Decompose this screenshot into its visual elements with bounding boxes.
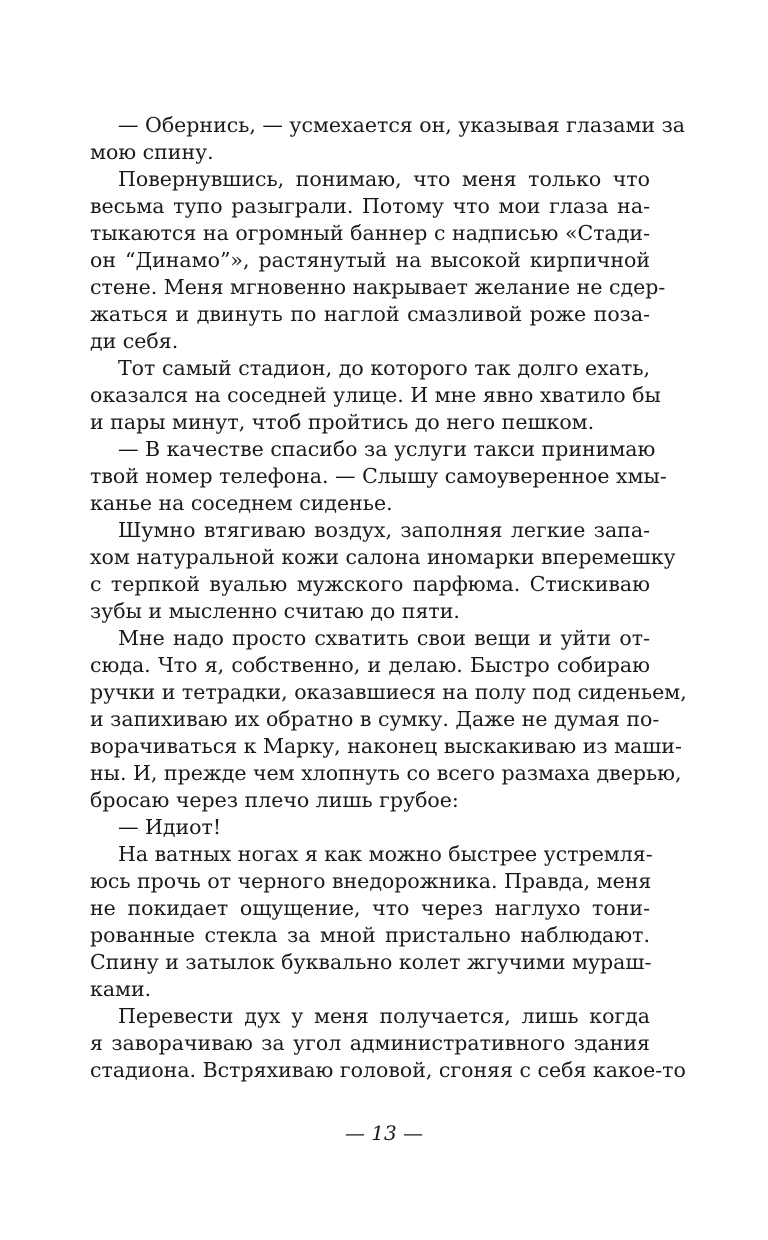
text-line: тыкаются на огромный баннер с надписью «Стади- xyxy=(90,221,650,245)
paragraph xyxy=(90,841,653,1003)
paragraph xyxy=(90,814,650,841)
text-line: бросаю через плечо лишь грубое: xyxy=(90,788,459,812)
paragraph xyxy=(90,166,666,355)
text-line: и запихиваю их обратно в сумку. Даже не думая по- xyxy=(90,707,660,731)
text-line: ками. xyxy=(90,977,152,1001)
text-line: — Идиот! xyxy=(118,815,222,839)
text-line: рованные стекла за мной пристально наблюдают. xyxy=(90,923,650,947)
text-line: с терпкой вуалью мужского парфюма. Стискиваю xyxy=(90,572,650,596)
text-line: Тот самый стадион, до которого так долго ехать, xyxy=(118,356,650,380)
text-line: Спину и затылок буквально колет жгучими мураш- xyxy=(90,950,652,974)
text-line: ди себя. xyxy=(90,329,179,353)
paragraph xyxy=(90,517,676,625)
text-line: не покидает ощущение, что через наглухо тони- xyxy=(90,896,650,920)
text-line: На ватных ногах я как можно быстрее устремля- xyxy=(118,842,653,866)
text-line: стадиона. Встряхиваю головой, сгоняя с себя какое-то xyxy=(90,1058,686,1082)
text-line: сюда. Что я, собственно, и делаю. Быстро собираю xyxy=(90,653,650,677)
text-line: ворачиваться к Марку, наконец выскакиваю из маши- xyxy=(90,734,682,758)
text-line: твой номер телефона. — Слышу самоуверенное хмы- xyxy=(90,464,667,488)
text-line: ны. И, прежде чем хлопнуть со всего размаха дверью, xyxy=(90,761,682,785)
text-line: хом натуральной кожи салона иномарки вперемешку xyxy=(90,545,676,569)
text-line: Шумно втягиваю воздух, заполняя легкие запа- xyxy=(118,518,650,542)
text-line: — Обернись, — усмехается он, указывая глазами за xyxy=(118,113,686,137)
paragraph xyxy=(90,112,686,166)
text-line: стене. Меня мгновенно накрывает желание не сдер- xyxy=(90,275,666,299)
paragraph xyxy=(90,436,667,517)
text-line: зубы и мысленно считаю до пяти. xyxy=(90,599,460,623)
text-line: весьма тупо разыграли. Потому что мои глаза на- xyxy=(90,194,650,218)
text-line: Перевести дух у меня получается, лишь когда xyxy=(118,1004,650,1028)
text-line: Мне надо просто схватить свои вещи и уйти от- xyxy=(118,626,650,650)
text-line: канье на соседнем сиденье. xyxy=(90,491,393,515)
paragraph xyxy=(90,355,661,436)
paragraph xyxy=(90,1003,686,1084)
text-line: жаться и двинуть по наглой смазливой роже поза- xyxy=(90,302,650,326)
text-line: ручки и тетрадки, оказавшиеся на полу под сиденьем, xyxy=(90,680,687,704)
text-line: оказался на соседней улице. И мне явно хватило бы xyxy=(90,383,661,407)
text-line: юсь прочь от черного внедорожника. Правда, меня xyxy=(90,869,652,893)
page-number: — 13 — xyxy=(344,1121,424,1145)
text-line: я заворачиваю за угол административного здания xyxy=(90,1031,650,1055)
text-line: он “Динамо”», растянутый на высокой кирпичной xyxy=(90,248,650,272)
text-line: — В качестве спасибо за услуги такси принимаю xyxy=(118,437,656,461)
text-line: Повернувшись, понимаю, что меня только что xyxy=(118,167,650,191)
text-line: мою спину. xyxy=(90,140,214,164)
text-line: и пары минут, чтоб пройтись до него пешком. xyxy=(90,410,595,434)
book-page-text xyxy=(90,112,687,1084)
paragraph xyxy=(90,625,687,814)
